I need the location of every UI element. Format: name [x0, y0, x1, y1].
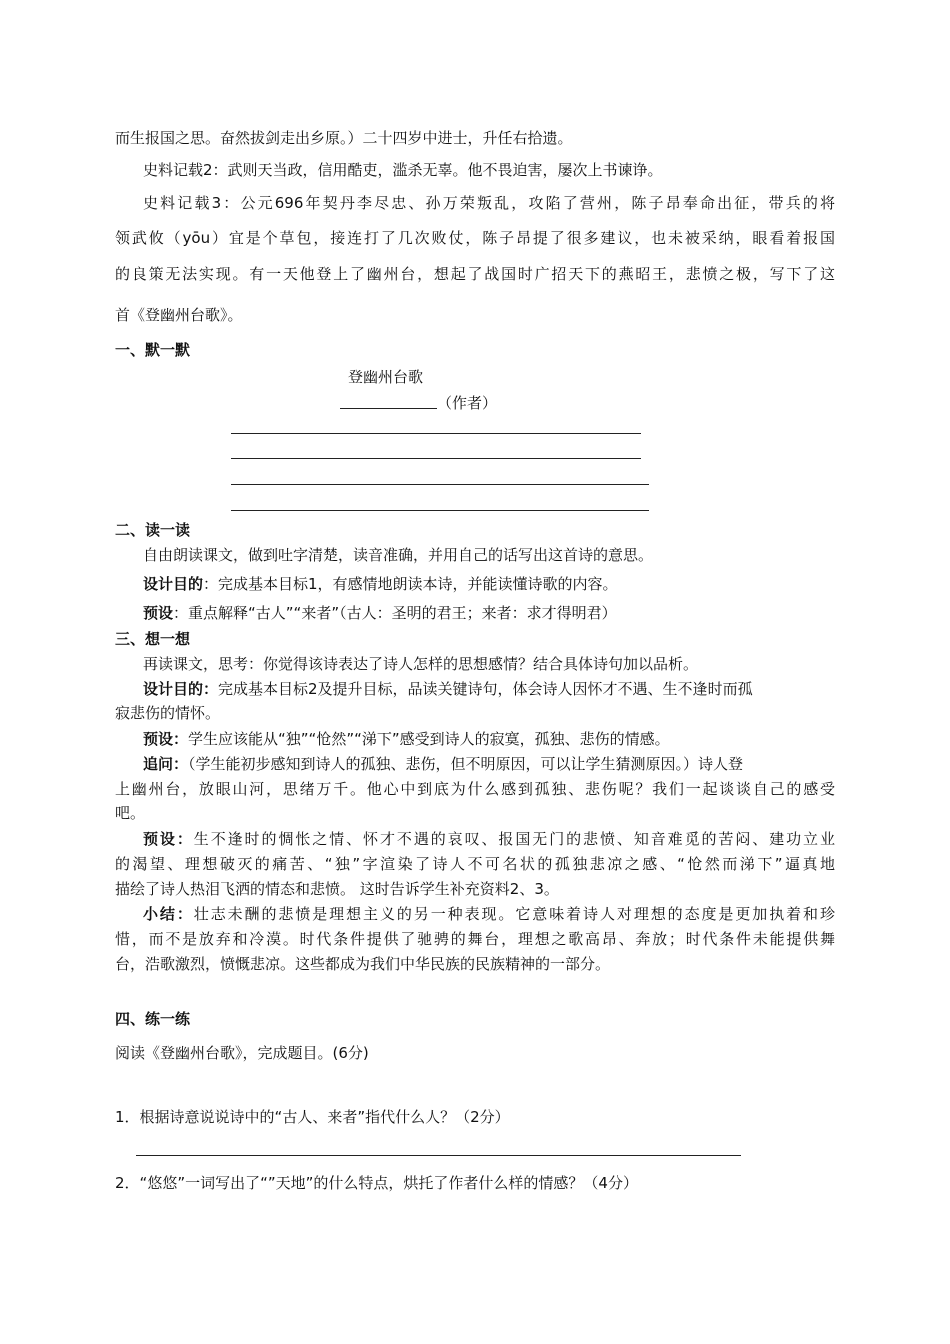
design-goal-label: 设计目的 — [143, 575, 204, 593]
section-heading: 三、想一想 — [115, 630, 191, 648]
summary — [143, 904, 835, 924]
preset-label: 预设： — [143, 830, 194, 848]
preset-label: 预设： — [143, 730, 189, 748]
text-line: 的渴望、理想破灭的痛苦、“独”字渲染了诗人不可名状的孤独悲凉之感、“怆然而涕下”逼真地 — [115, 855, 835, 873]
follow-up-text: （学生能初步感知到诗人的孤独、悲伤，但不明原因，可以让学生猜测原因。）诗人登 — [188, 755, 744, 773]
design-goal-text: ：完成基本目标1，有感情地朗读本诗，并能读懂诗歌的内容。 — [203, 575, 618, 593]
text-line: 自由朗读课文，做到吐字清楚，读音准确，并用自己的话写出这首诗的意思。 — [143, 546, 654, 564]
question-2: 2．“悠悠”一词写出了“”天地”的什么特点，烘托了作者什么样的情感？（4分） — [115, 1174, 638, 1192]
answer-line[interactable] — [231, 433, 641, 434]
text-line: 而生报国之思。奋然拔剑走出乡原。）二十四岁中进士，升任右拾遗。 — [115, 129, 573, 147]
text-line: 的良策无法实现。有一天他登上了幽州台，想起了战国时广招天下的燕昭王，悲愤之极，写下了这 — [115, 265, 835, 283]
answer-line[interactable] — [231, 458, 641, 459]
preset — [143, 729, 670, 749]
question-1: 1．根据诗意说说诗中的“古人、来者”指代什么人？（2分） — [115, 1108, 510, 1126]
answer-line[interactable] — [136, 1155, 741, 1156]
preset-label: 预设 — [143, 604, 174, 622]
follow-up-question — [143, 754, 743, 774]
text-line: 史料记载2：武则天当政，信用酷吏，滥杀无辜。他不畏迫害，屡次上书谏诤。 — [143, 161, 663, 179]
text-line: 寂悲伤的情怀。 — [115, 704, 221, 722]
text-line: 吧。 — [115, 804, 146, 822]
text-line: 领武攸（yōu）宜是个草包，接连打了几次败仗，陈子昂提了很多建议，也未被采纳，眼看着报国 — [115, 229, 835, 247]
design-goal-label: 设计目的： — [143, 680, 219, 698]
exercise-intro: 阅读《登幽州台歌》，完成题目。(6分) — [115, 1044, 369, 1062]
preset-text: 学生应该能从“独”“怆然”“涕下”感受到诗人的寂寞，孤独、悲伤的情感。 — [188, 730, 670, 748]
text-line: 描绘了诗人热泪飞洒的情态和悲愤。 这时告诉学生补充资料2、3。 — [115, 880, 559, 898]
author-blank[interactable] — [340, 408, 437, 409]
summary-text: 壮志未酬的悲愤是理想主义的另一种表现。它意味着诗人对理想的态度是更加执着和珍 — [193, 905, 835, 923]
text-line: 上幽州台，放眼山河，思绪万千。他心中到底为什么感到孤独、悲伤呢？我们一起谈谈自己的感受 — [115, 780, 835, 798]
follow-up-label: 追问： — [143, 755, 189, 773]
design-goal-text: 完成基本目标2及提升目标，品读关键诗句，体会诗人因怀才不遇、生不逢时而孤 — [218, 680, 753, 698]
answer-line[interactable] — [231, 510, 649, 511]
preset-text: ：重点解释“古人”“来者”（古人：圣明的君王；来者：求才得明君） — [173, 604, 617, 622]
preset — [143, 829, 835, 849]
design-goal — [143, 679, 753, 699]
text-line: 台，浩歌激烈，愤慨悲凉。这些都成为我们中华民族的民族精神的一部分。 — [115, 955, 611, 973]
preset-text: 生不逢时的惆怅之情、怀才不遇的哀叹、报国无门的悲愤、知音难觅的苦闷、建功立业 — [193, 830, 835, 848]
text-line: 再读课文，思考：你觉得该诗表达了诗人怎样的思想感情？结合具体诗句加以品析。 — [143, 655, 699, 673]
section-heading: 四、练一练 — [115, 1010, 191, 1028]
text-line: 惜，而不是放弃和冷漠。时代条件提供了驰骋的舞台，理想之歌高昂、奔放；时代条件未能提供舞 — [115, 930, 835, 948]
poem-title: 登幽州台歌 — [348, 368, 424, 386]
design-goal — [143, 574, 618, 594]
preset — [143, 603, 617, 623]
section-heading: 二、读一读 — [115, 521, 191, 539]
summary-label: 小结： — [143, 905, 194, 923]
text-line: 史料记载3：公元696年契丹李尽忠、孙万荣叛乱，攻陷了营州，陈子昂奉命出征，带兵的将 — [143, 194, 835, 212]
text-line: 首《登幽州台歌》。 — [115, 306, 243, 324]
section-heading: 一、默一默 — [115, 341, 191, 359]
author-label: （作者） — [437, 394, 498, 412]
answer-line[interactable] — [231, 484, 649, 485]
